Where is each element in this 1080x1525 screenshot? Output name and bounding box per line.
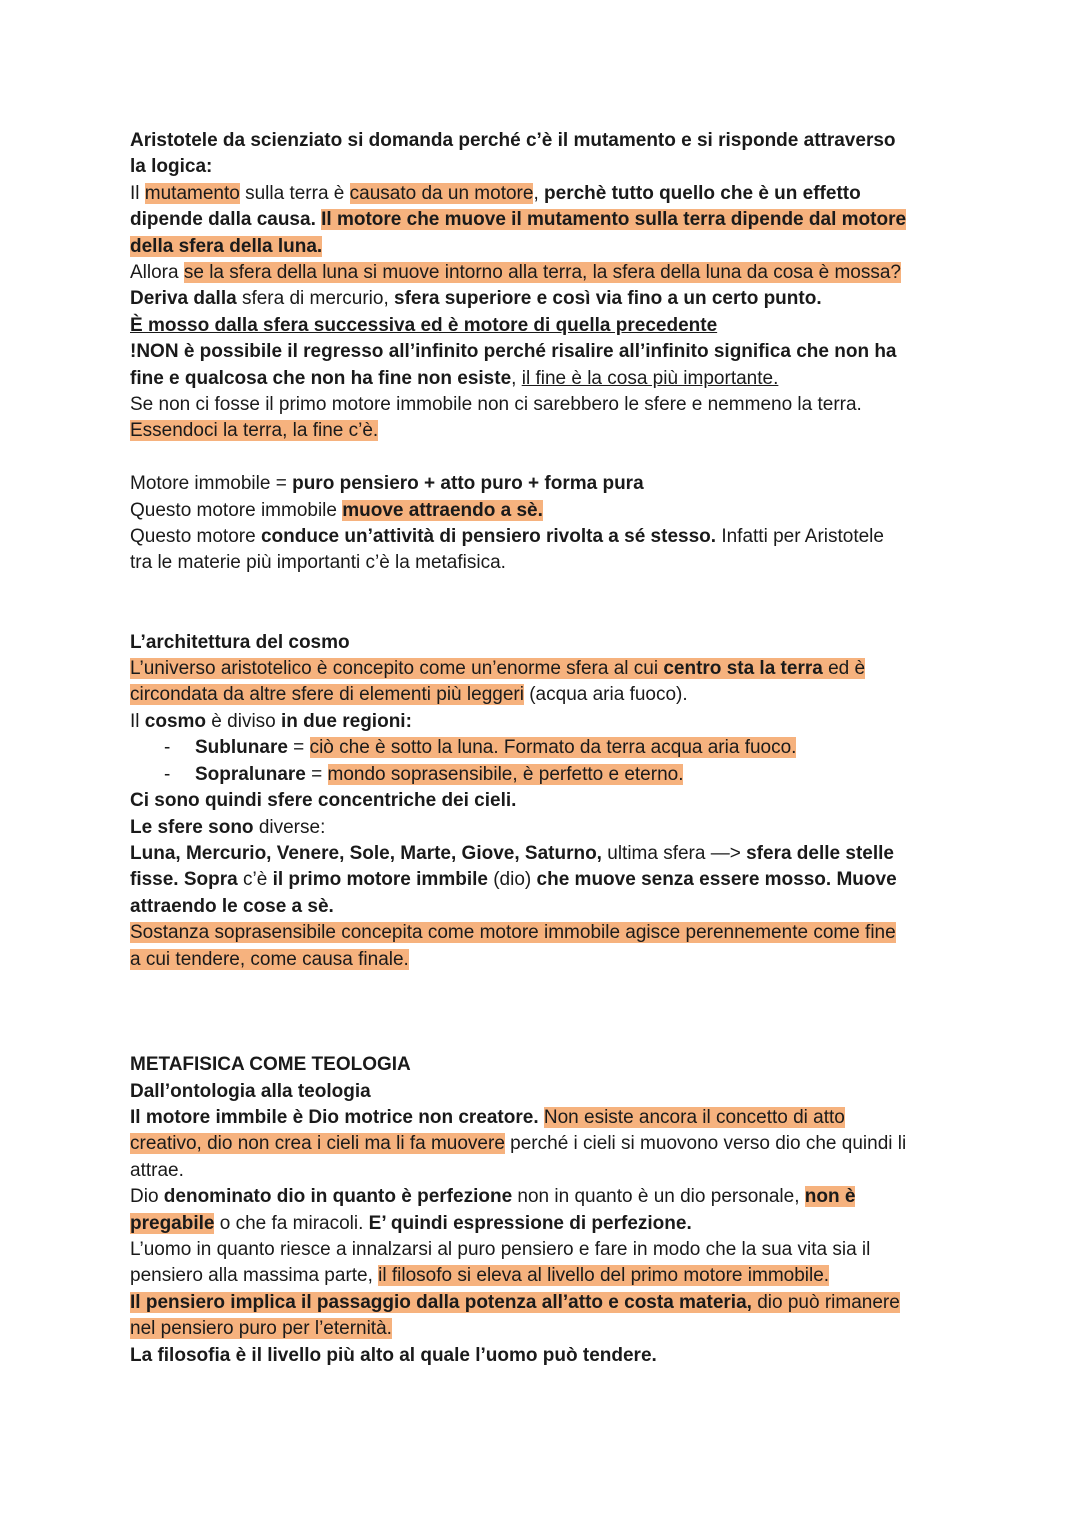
text-line: pensiero alla massima parte, il filosofo si eleva al livello del primo motore immobile. xyxy=(130,1265,830,1287)
bullet-dash: - xyxy=(164,737,171,759)
list-item: - Sopralunare = mondo soprasensibile, è perfetto e eterno. xyxy=(130,762,960,788)
text-line: L’uomo in quanto riesce a innalzarsi al puro pensiero e fare in modo che la sua vita sia il xyxy=(130,1238,871,1260)
highlight: Non esiste ancora il concetto di atto xyxy=(543,1106,845,1128)
text-line: attrae. xyxy=(130,1159,184,1181)
section-title: METAFISICA COME TEOLOGIA xyxy=(130,1054,411,1076)
text-line: Le sfere sono diverse: xyxy=(130,816,326,838)
text-line: fisse. Sopra c’è il primo motore immbile (dio) che muove senza essere mosso. Muove xyxy=(130,869,897,891)
section-title: Aristotele da scienziato si domanda perché c’è il mutamento e si risponde attraverso xyxy=(130,130,896,151)
highlight: mutamento xyxy=(144,182,240,204)
text-line: tra le materie più importanti c’è la metafisica. xyxy=(130,552,506,574)
section-motore-immobile xyxy=(130,471,960,577)
text-line: pregabile o che fa miracoli. E’ quindi espressione di perfezione. xyxy=(130,1212,692,1234)
highlight: Sostanza soprasensibile concepita come motore immobile agisce perennemente come fine xyxy=(130,922,896,944)
highlight: ciò che è sotto la luna. Formato da terra acqua aria fuoco. xyxy=(309,737,797,759)
highlight: nel pensiero puro per l’eternità. xyxy=(130,1318,392,1340)
text-line: La filosofia è il livello più alto al quale l’uomo può tendere. xyxy=(130,1344,657,1366)
text-line: È mosso dalla sfera successiva ed è motore di quella precedente xyxy=(130,314,718,336)
text-line: dipende dalla causa. Il motore che muove il mutamento sulla terra dipende dal motore xyxy=(130,209,907,231)
section-title: L’architettura del cosmo xyxy=(130,631,350,653)
highlight: circondata da altre sfere di elementi più leggeri xyxy=(130,684,524,706)
section-title-cont: la logica: xyxy=(130,156,213,178)
text-line: Questo motore immobile muove attraendo a sè. xyxy=(130,499,543,521)
text-line: Ci sono quindi sfere concentriche dei cieli. xyxy=(130,790,517,812)
text-line xyxy=(130,1290,960,1316)
text-line: Motore immobile = puro pensiero + atto puro + forma pura xyxy=(130,473,644,495)
highlight: dio può rimanere xyxy=(751,1291,900,1313)
highlight: muove attraendo a sè. xyxy=(342,499,543,521)
text-line: Allora se la sfera della luna si muove intorno alla terra, la sfera della luna da cosa è mossa? xyxy=(130,262,901,284)
highlight: a cui tendere, come causa finale. xyxy=(130,948,409,970)
text-line: Il mutamento sulla terra è causato da un motore, perchè tutto quello che è un effetto xyxy=(130,182,861,204)
highlight: se la sfera della luna si muove intorno alla terra, la sfera della luna da cosa è mossa? xyxy=(183,262,901,284)
highlight: non è xyxy=(804,1186,856,1208)
text-line: !NON è possibile il regresso all’infinito perché risalire all’infinito significa che non ha xyxy=(130,341,897,363)
text-line xyxy=(130,947,960,973)
highlight: pregabile xyxy=(130,1212,215,1234)
highlight: Il pensiero implica il passaggio dalla potenza all’atto e costa materia, xyxy=(130,1291,752,1313)
text-line: Dio denominato dio in quanto è perfezione non in quanto è un dio personale, non è xyxy=(130,1186,856,1208)
text-line: creativo, dio non crea i cieli ma li fa muovere perché i cieli si muovono verso dio che quindi li xyxy=(130,1133,907,1155)
highlight: causato da un motore xyxy=(349,182,534,204)
section-subtitle: Dall’ontologia alla teologia xyxy=(130,1080,371,1102)
list-item: - Sublunare = ciò che è sotto la luna. Formato da terra acqua aria fuoco. xyxy=(130,735,960,761)
section-architettura-cosmo xyxy=(130,630,960,973)
text-line xyxy=(130,656,960,682)
highlight: creativo, dio non crea i cieli ma li fa muovere xyxy=(130,1133,505,1155)
highlight: della sfera della luna. xyxy=(130,235,323,257)
text-line xyxy=(130,418,960,444)
text-line: attraendo le cose a sè. xyxy=(130,895,334,917)
highlight: mondo soprasensibile, è perfetto e eterno. xyxy=(327,763,684,785)
highlight: L’universo aristotelico è concepito come un’enorme sfera al cui centro sta la terra ed è xyxy=(130,658,866,680)
highlight: Il motore che muove il mutamento sulla terra dipende dal motore xyxy=(321,209,907,231)
text-line: Questo motore conduce un’attività di pensiero rivolta a sé stesso. Infatti per Aristotele xyxy=(130,526,884,548)
highlight: Essendoci la terra, la fine c’è. xyxy=(130,420,379,442)
text-line xyxy=(130,920,960,946)
section-metafisica-teologia xyxy=(130,1052,960,1369)
text-line: circondata da altre sfere di elementi più leggeri (acqua aria fuoco). xyxy=(130,684,688,706)
bullet-dash: - xyxy=(164,763,171,785)
text-line xyxy=(130,1316,960,1342)
highlight: il filosofo si eleva al livello del primo motore immobile. xyxy=(378,1265,830,1287)
text-line: Luna, Mercurio, Venere, Sole, Marte, Giove, Saturno, ultima sfera —> sfera delle stelle xyxy=(130,842,894,864)
text-line: fine e qualcosa che non ha fine non esiste, il fine è la cosa più importante. xyxy=(130,367,779,389)
text-line: Il cosmo è diviso in due regioni: xyxy=(130,710,412,732)
text-line: Se non ci fosse il primo motore immobile non ci sarebbero le sfere e nemmeno la terra. xyxy=(130,394,862,416)
text-line: Il motore immbile è Dio motrice non creatore. Non esiste ancora il concetto di atto xyxy=(130,1106,845,1128)
text-line: Deriva dalla sfera di mercurio, sfera superiore e così via fino a un certo punto. xyxy=(130,288,822,310)
text-line xyxy=(130,234,960,260)
section-mutamento xyxy=(130,128,960,445)
